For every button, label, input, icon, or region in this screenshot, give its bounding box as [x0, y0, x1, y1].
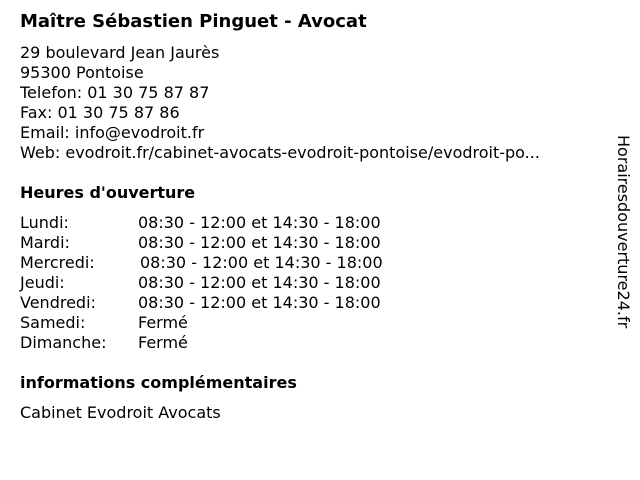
info-heading: informations complémentaires [20, 373, 297, 392]
hours-table [20, 213, 440, 353]
page-title: Maître Sébastien Pinguet - Avocat [20, 11, 367, 32]
day-label: Samedi: [20, 313, 86, 332]
hours-value: 08:30 - 12:00 et 14:30 - 18:00 [138, 293, 381, 312]
phone-number: Telefon: 01 30 75 87 87 [20, 83, 210, 102]
day-label: Jeudi: [20, 273, 65, 292]
email-address: Email: info@evodroit.fr [20, 123, 205, 142]
fax-number: Fax: 01 30 75 87 86 [20, 103, 180, 122]
hours-row [20, 213, 440, 233]
website-link[interactable]: Web: evodroit.fr/cabinet-avocats-evodroit-pontoise/evodroit-po... [20, 143, 540, 162]
hours-row [20, 293, 440, 313]
hours-value: 08:30 - 12:00 et 14:30 - 18:00 [140, 253, 383, 272]
hours-value: Fermé [138, 313, 188, 332]
street-address: 29 boulevard Jean Jaurès [20, 43, 220, 62]
hours-heading: Heures d'ouverture [20, 183, 196, 202]
hours-row [20, 253, 440, 273]
hours-row [20, 333, 440, 353]
hours-value: Fermé [138, 333, 188, 352]
contact-block [20, 43, 540, 163]
day-label: Lundi: [20, 213, 69, 232]
day-label: Dimanche: [20, 333, 107, 352]
info-text: Cabinet Evodroit Avocats [20, 403, 221, 422]
city-address: 95300 Pontoise [20, 63, 144, 82]
hours-row [20, 233, 440, 253]
hours-row [20, 273, 440, 293]
hours-value: 08:30 - 12:00 et 14:30 - 18:00 [138, 233, 381, 252]
site-watermark: Horairesdouverture24.fr [614, 135, 633, 329]
hours-value: 08:30 - 12:00 et 14:30 - 18:00 [138, 273, 381, 292]
day-label: Vendredi: [20, 293, 96, 312]
day-label: Mardi: [20, 233, 70, 252]
hours-row [20, 313, 440, 333]
hours-value: 08:30 - 12:00 et 14:30 - 18:00 [138, 213, 381, 232]
day-label: Mercredi: [20, 253, 95, 272]
